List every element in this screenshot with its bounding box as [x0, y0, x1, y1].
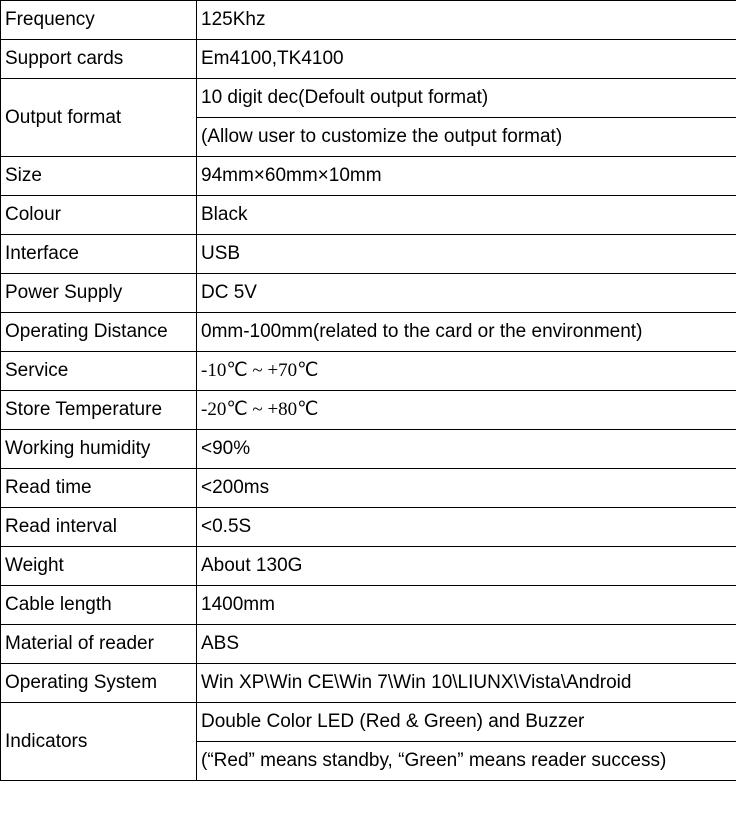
- table-row: [1, 235, 736, 274]
- row-label: Service: [1, 352, 197, 391]
- row-value: <90%: [197, 430, 736, 469]
- row-label: Read interval: [1, 508, 197, 547]
- row-label: Support cards: [1, 40, 197, 79]
- table-row: [1, 40, 736, 79]
- row-label: Weight: [1, 547, 197, 586]
- table-row: [1, 274, 736, 313]
- row-value-text: -20℃ ~ +80℃: [201, 399, 319, 420]
- table-row: [1, 508, 736, 547]
- row-label: Working humidity: [1, 430, 197, 469]
- row-label: Store Temperature: [1, 391, 197, 430]
- table-row: [1, 586, 736, 625]
- row-label: Cable length: [1, 586, 197, 625]
- table-row: [1, 625, 736, 664]
- row-value: ABS: [197, 625, 736, 664]
- row-label: Operating Distance: [1, 313, 197, 352]
- row-label: Output format: [1, 79, 197, 157]
- row-label: Interface: [1, 235, 197, 274]
- row-value: [197, 352, 736, 391]
- row-value: 94mm×60mm×10mm: [197, 157, 736, 196]
- row-label: Colour: [1, 196, 197, 235]
- row-value: DC 5V: [197, 274, 736, 313]
- row-value: (“Red” means standby, “Green” means reader success): [197, 742, 736, 781]
- table-row: [1, 79, 736, 118]
- row-value: About 130G: [197, 547, 736, 586]
- row-value: Black: [197, 196, 736, 235]
- row-value: <0.5S: [197, 508, 736, 547]
- row-label: Operating System: [1, 664, 197, 703]
- row-value: (Allow user to customize the output format): [197, 118, 736, 157]
- row-value: <200ms: [197, 469, 736, 508]
- row-label: Size: [1, 157, 197, 196]
- table-row: [1, 391, 736, 430]
- row-value: [197, 391, 736, 430]
- row-value: 1400mm: [197, 586, 736, 625]
- table-row: [1, 157, 736, 196]
- table-row: [1, 1, 736, 40]
- row-value: 125Khz: [197, 1, 736, 40]
- row-value: Win XP\Win CE\Win 7\Win 10\LIUNX\Vista\Android: [197, 664, 736, 703]
- row-label: Read time: [1, 469, 197, 508]
- row-value: Em4100,TK4100: [197, 40, 736, 79]
- row-value-text: -10℃ ~ +70℃: [201, 360, 319, 381]
- table-row: [1, 703, 736, 742]
- table-row: [1, 430, 736, 469]
- table-row: [1, 313, 736, 352]
- row-value: 0mm-100mm(related to the card or the environment): [197, 313, 736, 352]
- table-row: [1, 196, 736, 235]
- table-row: [1, 664, 736, 703]
- row-value: 10 digit dec(Defoult output format): [197, 79, 736, 118]
- row-label: Frequency: [1, 1, 197, 40]
- row-value: USB: [197, 235, 736, 274]
- row-label: Material of reader: [1, 625, 197, 664]
- row-label: Indicators: [1, 703, 197, 781]
- row-value: Double Color LED (Red & Green) and Buzzer: [197, 703, 736, 742]
- row-label: Power Supply: [1, 274, 197, 313]
- table-row: [1, 547, 736, 586]
- table-row: [1, 469, 736, 508]
- table-row: [1, 352, 736, 391]
